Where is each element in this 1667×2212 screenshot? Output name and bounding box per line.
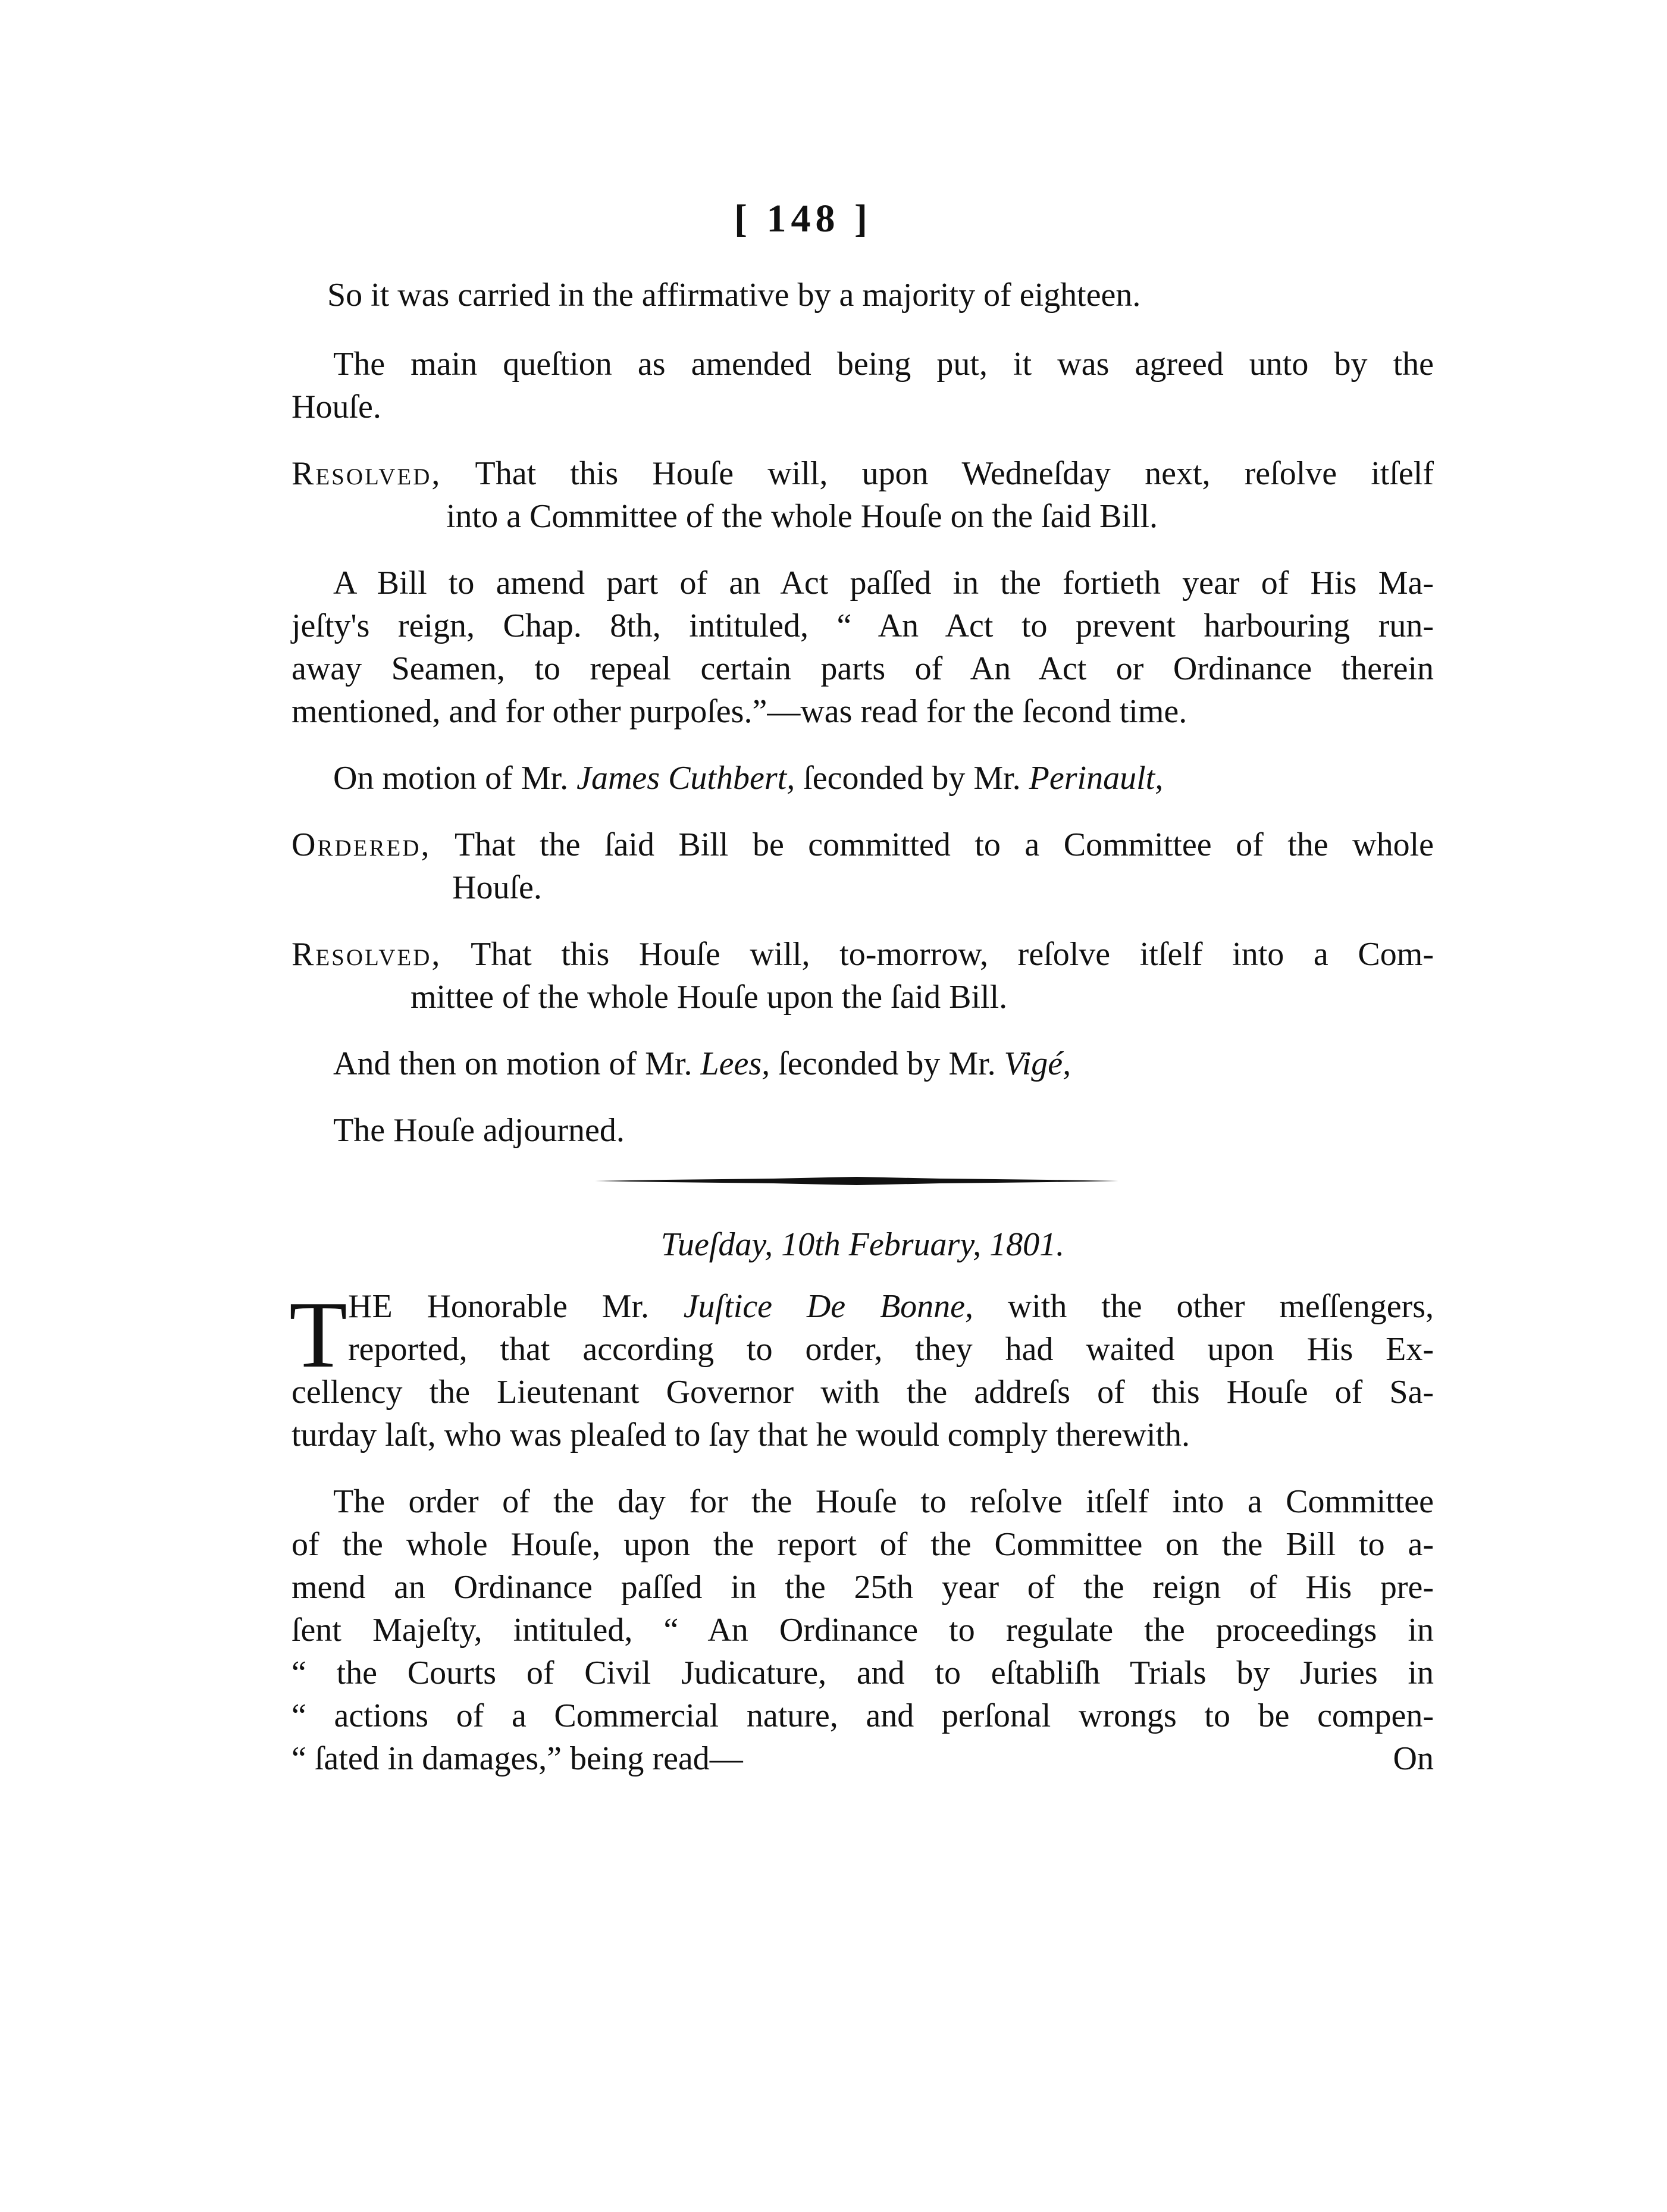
paragraph-ordered <box>292 823 1434 909</box>
paragraph-line: cellency the Lieutenant Governor with the addreſs of this Houſe of Sa- <box>292 1374 1434 1411</box>
member-name: James Cuthbert, <box>576 760 795 797</box>
paragraph-motion-lees <box>292 1042 1434 1085</box>
resolved-label: Resolved, <box>292 936 442 973</box>
paragraph-line: jeſty's reign, Chap. 8th, intituled, “ An Act to prevent harbouring run- <box>292 607 1434 644</box>
paragraph-line: of the whole Houſe, upon the report of the Committee on the Bill to a- <box>292 1526 1434 1563</box>
paragraph-line: “ ſated in damages,” being read— <box>292 1740 743 1777</box>
paragraph-resolved-tomorrow <box>292 933 1434 1019</box>
section-divider-rule <box>595 1175 1118 1187</box>
paragraph-line: “ actions of a Commercial nature, and perſonal wrongs to be compen- <box>292 1697 1434 1734</box>
paragraph-line: A Bill to amend part of an Act paſſed in the fortieth year of His Ma- <box>333 565 1434 601</box>
paragraph-main-question <box>292 343 1434 428</box>
paragraph-line: That the ſaid Bill be committed to a Committee of the whole <box>454 826 1434 863</box>
paragraph-motion-cuthbert <box>292 757 1434 800</box>
motion-middle: ſeconded by Mr. <box>803 760 1021 797</box>
ordered-label: Ordered, <box>292 826 431 863</box>
paragraph-line: HE Honorable Mr. <box>348 1288 649 1325</box>
page-number: [ 148 ] <box>734 197 872 240</box>
paragraph-line: The order of the day for the Houſe to reſolve itſelf into a Committee <box>333 1483 1434 1520</box>
drop-cap-letter: T <box>289 1282 347 1387</box>
paragraph-line: mentioned, and for other purpoſes.”—was read for the ſecond time. <box>292 693 1187 730</box>
proceedings-block-1 <box>292 274 1434 1152</box>
member-name: Lees, <box>700 1045 770 1082</box>
paragraph-line: into a Committee of the whole Houſe on the ſaid Bill. <box>446 498 1158 535</box>
paragraph-line: Houſe. <box>452 869 542 906</box>
divider-rule-graphic <box>595 1175 1118 1187</box>
paragraph-line: That this Houſe will, upon Wedneſday next, reſolve itſelf <box>475 455 1434 492</box>
paragraph-line: mend an Ordinance paſſed in the 25th year of the reign of His pre- <box>292 1569 1434 1606</box>
paragraph-line: ſent Majeſty, intituled, “ An Ordinance to regulate the proceedings in <box>292 1612 1434 1649</box>
paragraph-resolved-wednesday <box>292 452 1434 538</box>
motion-prefix: On motion of Mr. <box>333 760 569 797</box>
paragraph-line: reported, that according to order, they had waited upon His Ex- <box>348 1331 1434 1368</box>
date-heading: Tueſday, 10th February, 1801. <box>660 1226 1065 1263</box>
paragraph-majority: So it was carried in the affirmative by a majority of eighteen. <box>327 277 1141 314</box>
paragraph-order-of-day <box>292 1480 1434 1780</box>
paragraph-adjourned: The Houſe adjourned. <box>333 1112 625 1149</box>
paragraph-line: Houſe. <box>292 388 381 425</box>
member-name: Juſtice De Bonne, <box>683 1288 974 1325</box>
motion-prefix: And then on motion of Mr. <box>333 1045 693 1082</box>
paragraph-line: “ the Courts of Civil Judicature, and to eſtabliſh Trials by Juries in <box>292 1655 1434 1691</box>
paragraph-line: The main queſtion as amended being put, it was agreed unto by the <box>333 346 1434 383</box>
catchword: On <box>1393 1740 1434 1777</box>
resolved-label: Resolved, <box>292 455 442 492</box>
proceedings-block-2 <box>292 1285 1434 1780</box>
member-name: Perinault, <box>1029 760 1164 797</box>
paragraph-line: with the other meſſengers, <box>1007 1288 1434 1325</box>
member-name: Vigé, <box>1004 1045 1071 1082</box>
paragraph-last-line <box>292 1737 1434 1780</box>
paragraph-line: That this Houſe will, to-morrow, reſolve itſelf into a Com- <box>471 936 1434 973</box>
paragraph-line: mittee of the whole Houſe upon the ſaid Bill. <box>411 979 1008 1016</box>
motion-middle: ſeconded by Mr. <box>778 1045 996 1082</box>
paragraph-messengers <box>292 1285 1434 1456</box>
paragraph-line: turday laſt, who was pleaſed to ſay that he would comply therewith. <box>292 1417 1190 1453</box>
paragraph-line: away Seamen, to repeal certain parts of An Act or Ordinance therein <box>292 650 1434 687</box>
paragraph-bill-seamen <box>292 562 1434 733</box>
